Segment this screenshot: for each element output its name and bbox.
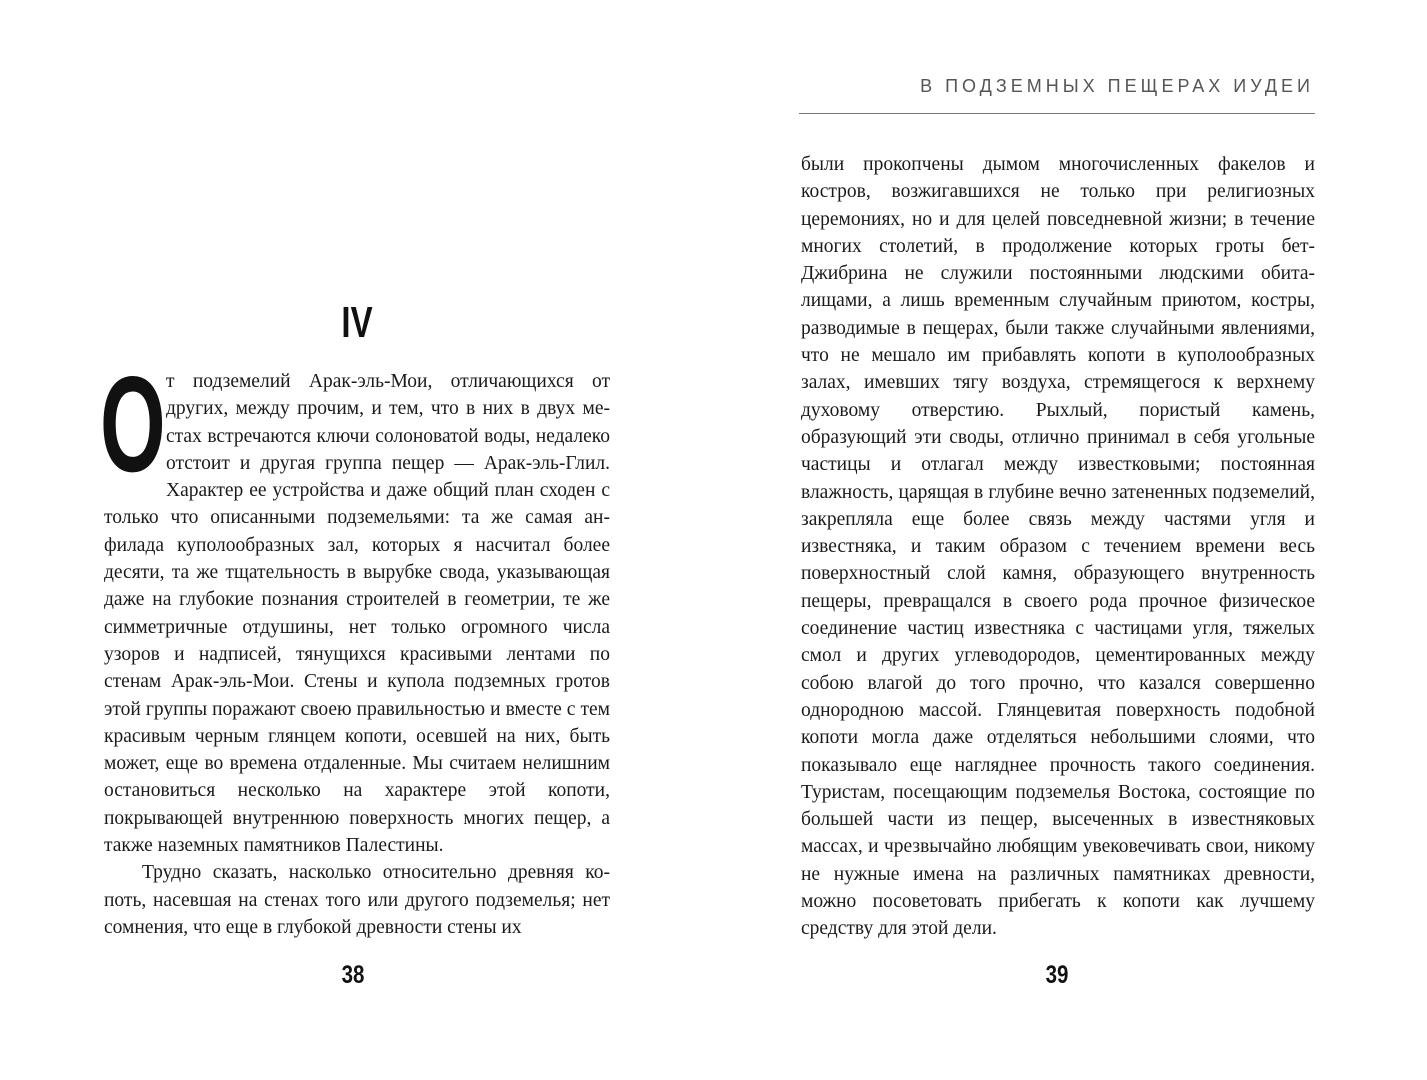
left-paragraph-1-text: т подземелий Арак-эль-Мои, отличающихся от других, между прочим, и тем, что в них в двух местах встречаются ключи солоноватой воды, недалеко отстоит и другая группа пещер — Арак-эль-Глил. Характер ее устройства и даже общий план сходен с только что описанными подземельями: та же самая анфилада куполообразных зал, которых я насчитал более десяти, та же тщательность в вырубке свода, указывающая даже на глубокие познания строителей в геометрии, те же симметричные отдушины, нет только огромного числа узоров и надписей, тянущихся красивыми лентами по стенам Арак-эль-Мои. Стены и купола подземных гротов этой группы поражают своею правильностью и вместе с тем красивым черным глянцем копоти, осевшей на них, быть может, еще во времена отдаленные. Мы считаем нелишним остановиться несколько на характере этой копоти, покрывающей внутреннюю поверхность многих пещер, а также наземных памятников Палестины.: [104, 371, 610, 857]
drop-cap-letter: О: [100, 348, 166, 500]
running-head: В ПОДЗЕМНЫХ ПЕЩЕРАХ ИУДЕИ: [920, 76, 1314, 96]
right-page: [713, 0, 1427, 1080]
right-page-text: [801, 151, 1315, 943]
left-page-text: [100, 348, 610, 941]
page-number-right: 39: [1045, 961, 1069, 989]
left-paragraph-2: Трудно сказать, насколько относительно древняя копоть, насевшая на стенах того или другого подземелья; нет сомнения, что еще в глубокой древности стены их: [104, 862, 610, 938]
left-paragraph-1: [100, 348, 610, 859]
page-number-left: 38: [341, 961, 365, 989]
drop-cap: [100, 348, 166, 500]
right-paragraph-1: были прокопчены дымом многочисленных факелов и костров, возжигавшихся не только при религиозных церемониях, но и для целей повседневной жизни; в течение многих столетий, в продолжение которых гроты бет-Джибрина не служили постоянными людскими обиталищами, а лишь временным случайным приютом, костры, разводимые в пещерах, были также случайными явлениями, что не мешало им прибавлять копоти в куполообразных залах, имевших тягу воздуха, стремящегося к верхнему духовому отверстию. Рыхлый, пористый камень, образующий эти своды, отлично принимал в себя угольные частицы и отлагал между известковыми; постоянная влажность, царящая в глубине вечно затененных подземелий, закрепляла еще более связь между частями угля и известняка, и таким образом с течением времени весь поверхностный слой камня, образующего внутренность пещеры, превращался в своего рода прочное физическое соединение частиц известняка с частицами угля, тяжелых смол и других углеводородов, цементированных между собою влагой до того прочно, что казался совершенно однородною массой. Глянцевитая поверхность подобной копоти могла даже отделяться небольшими слоями, что показывало еще нагляднее прочность такого соединения. Туристам, посещающим подземелья Востока, состоящие по большей части из пещер, высеченных в известняковых массах, и чрезвычайно любящим увековечивать свои, никому не нужные имена на различных памятниках древности, можно посоветовать прибегать к копоти как лучшему средству для этой дели.: [801, 154, 1315, 940]
running-head-rule: [799, 113, 1315, 114]
left-page: [0, 0, 713, 1080]
chapter-number: IV: [341, 298, 373, 347]
